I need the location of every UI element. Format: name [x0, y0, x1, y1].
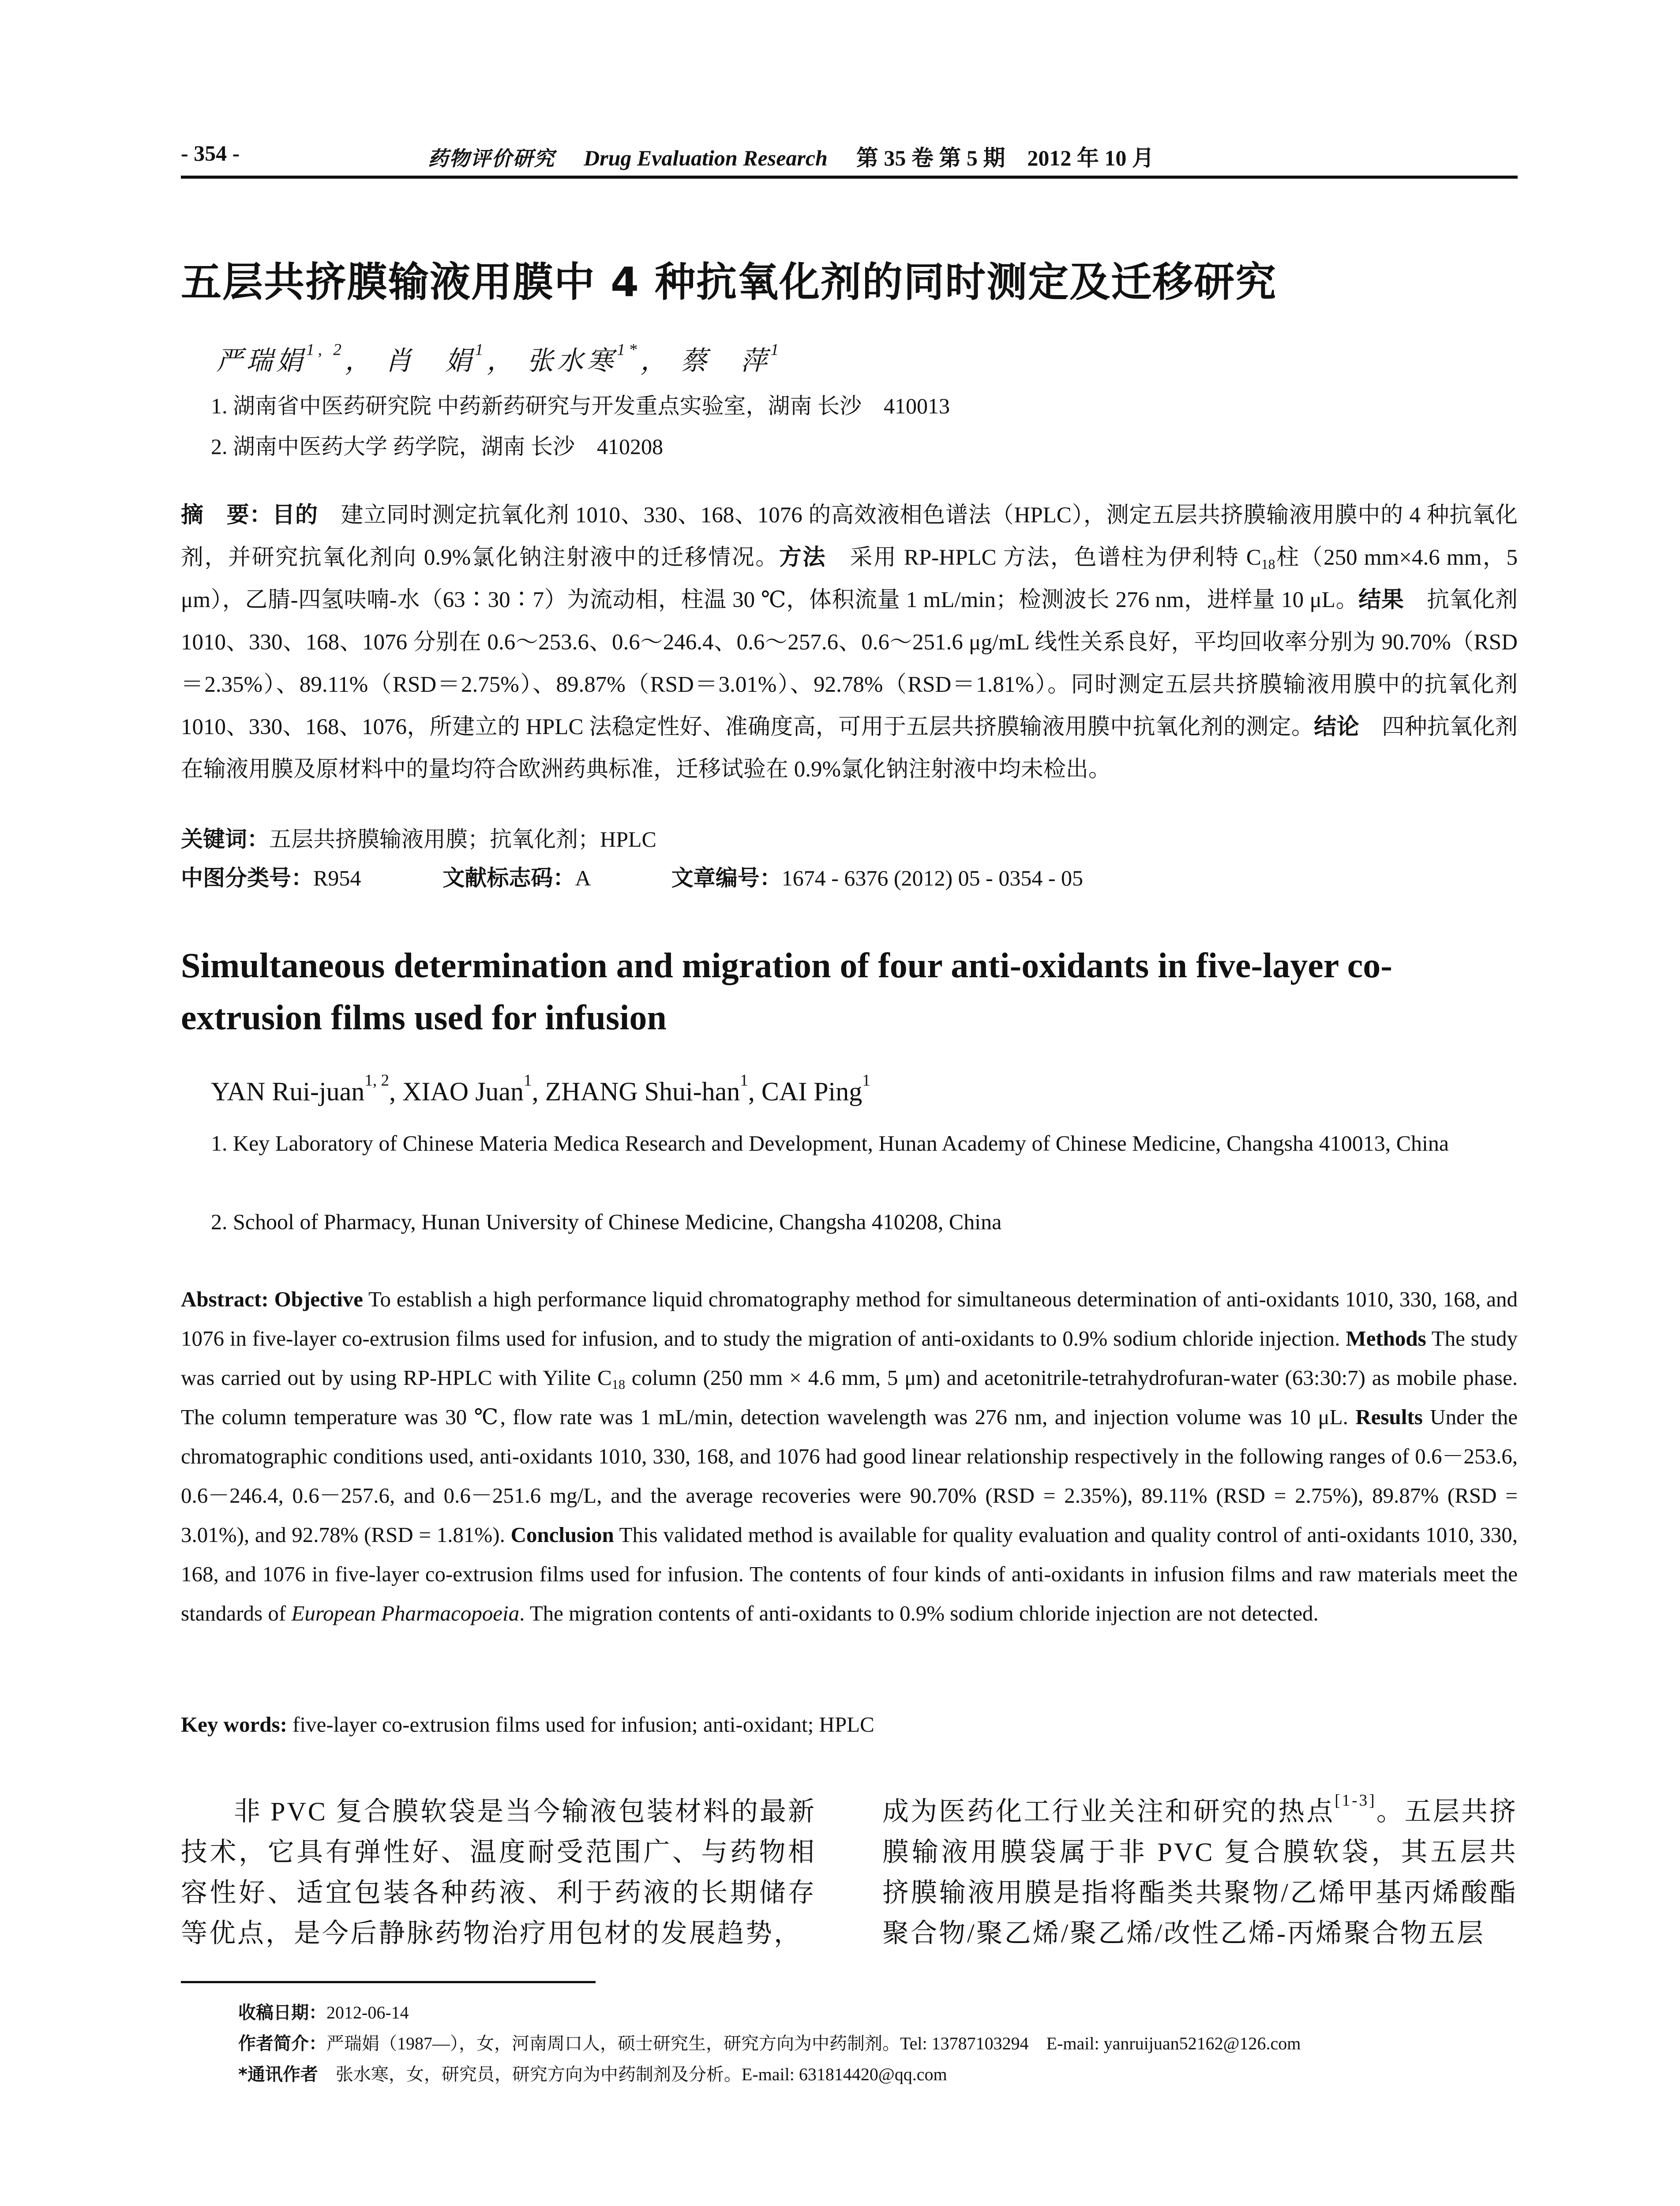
journal-running-head	[428, 140, 1154, 172]
en-keywords: Key words: five-layer co-extrusion films used for infusion; anti-oxidant; HPLC	[181, 1712, 874, 1737]
footnote-received: 收稿日期：2012-06-14	[238, 2003, 409, 2023]
clc-label: 中图分类号：	[181, 865, 313, 891]
doc-code-value: A	[575, 866, 590, 890]
en-affiliation-2: 2. School of Pharmacy, Hunan University of Chinese Medicine, Changsha 410208, China	[211, 1209, 1002, 1234]
cn-conclusion-text: 四种抗氧化剂在输液用膜及原材料中的量均符合欧洲药典标准，迁移试验在 0.9%氯化钠注射液中均未检出。	[181, 715, 1518, 782]
page-number: - 354 -	[181, 141, 240, 165]
cn-abstract: 摘 要：目的 建立同时测定抗氧化剂 1010、330、168、1076 的高效液相色谱法（HPLC），测定五层共挤膜输液用膜中的 4 种抗氧化剂，并研究抗氧化剂向 0.9%氯化钠注射液中的迁移情况。方法 采用 RP-HPLC 方法，色谱柱为伊利特 $C_{18}$柱（250 mm×4.6 mm，5 μm），乙腈-四氢呋喃-水（63∶30∶7）为流动相，柱温 30 ℃，体积流量 1 mL/min；检测波长 276 nm，进样量 10 μL。结果 抗氧化剂 1010、330、168、1076 分别在 0.6～253.6、0.6～246.4、0.6～257.6、0.6～251.6 μg/mL 线性关系良好，平均回收率分别为 90.70%（RSD＝2.35%）、89.11%（RSD＝2.75%）、89.87%（RSD＝3.01%）、92.78%（RSD＝1.81%）。同时测定五层共挤膜输液用膜中的抗氧化剂 1010、330、168、1076，所建立的 HPLC 法稳定性好、准确度高，可用于五层共挤膜输液用膜中抗氧化剂的测定。结论 四种抗氧化剂在输液用膜及原材料中的量均符合欧洲药典标准，迁移试验在 0.9%氯化钠注射液中均未检出。	[181, 502, 1518, 782]
cn-author: 肖 娟$^1$，	[385, 341, 517, 375]
cn-abstract-label: 摘 要：	[181, 502, 273, 528]
doc-code-label: 文献标志码：	[442, 865, 575, 891]
body-text-right: 成为医药化工行业关注和研究的热点	[882, 1797, 1335, 1826]
cn-author: 蔡 萍$^1$	[680, 341, 783, 375]
cn-conclusion-label: 结论	[1314, 714, 1359, 740]
journal-logo: 药物评价研究	[428, 146, 555, 170]
article-no-label: 文章编号：	[671, 865, 782, 891]
footnote-corresponding: *通讯作者 张水寒，女，研究员，研究方向为中药制剂及分析。E-mail: 631814420@qq.com	[238, 2064, 947, 2085]
body-text-left: 非 PVC 复合膜软袋是当今输液包装材料的最新技术，它具有弹性好、温度耐受范围广、与药物相容性好、适宜包装各种药液、利于药液的长期储存等优点，是今后静脉药物治疗用包材的发展趋势，	[181, 1797, 816, 1948]
en-abstract-label: Abstract: Objective	[181, 1287, 363, 1311]
footnote-rule	[181, 1981, 596, 1983]
en-conclusion-text: This validated method is available for quality evaluation and quality control of anti-oxidants 1010, 330, 168, and 1076 in five-layer co-extrusion films used for infusion. The contents of four kinds of anti-oxidants in infusion films and raw materials meet the standards of	[181, 1523, 1518, 1625]
en-authors	[211, 1071, 870, 1107]
article-no-value: 1674 - 6376 (2012) 05 - 0354 - 05	[781, 866, 1083, 890]
en-abstract: Abstract: Objective To establish a high performance liquid chromatography method for simultaneous determination of anti-oxidants 1010, 330, 168, and 1076 in five-layer co-extrusion films used for infusion, and to study the migration of anti-oxidants to 0.9% sodium chloride injection. Methods The study was carried out by using RP-HPLC with Yilite $C_{18}$ column (250 mm × 4.6 mm, 5 μm) and acetonitrile-tetrahydrofuran-water (63:30:7) as mobile phase. The column temperature was 30 ℃, flow rate was 1 mL/min, detection wavelength was 276 nm, and injection volume was 10 μL. Results Under the chromatographic conditions used, anti-oxidants 1010, 330, 168, and 1076 had good linear relationship respectively in the following ranges of 0.6－253.6, 0.6－246.4, 0.6－257.6, and 0.6－251.6 mg/L, and the average recoveries were 90.70% (RSD = 2.35%), 89.11% (RSD = 2.75%), 89.87% (RSD = 3.01%), and 92.78% (RSD = 1.81%). Conclusion This validated method is available for quality evaluation and quality control of anti-oxidants 1010, 330, 168, and 1076 in five-layer co-extrusion films used for infusion. The contents of four kinds of anti-oxidants in infusion films and raw materials meet the standards of European Pharmacopoeia. The migration contents of anti-oxidants to 0.9% sodium chloride injection are not detected.	[181, 1287, 1518, 1625]
body-column-left	[181, 1791, 816, 1954]
citation: [1-3]	[1335, 1791, 1376, 1810]
en-author: CAI Ping$^1$	[761, 1071, 870, 1106]
en-results-text: Under the chromatographic conditions used, anti-oxidants 1010, 330, 168, and 1076 had good linear relationship respectively in the following ranges of 0.6－253.6, 0.6－246.4, 0.6－257.6, and 0.6－251.6 mg/L, and the average recoveries were 90.70% (RSD = 2.35%), 89.11% (RSD = 2.75%), 89.87% (RSD = 3.01%), and 92.78% (RSD = 1.81%).	[181, 1405, 1518, 1547]
en-results-label: Results	[1355, 1405, 1423, 1429]
cn-objective-text: 建立同时测定抗氧化剂 1010、330、168、1076 的高效液相色谱法（HPLC），测定五层共挤膜输液用膜中的 4 种抗氧化剂，并研究抗氧化剂向 0.9%氯化钠注射液中的迁移情况。	[181, 503, 1518, 570]
cn-affiliation-1: 1. 湖南省中医药研究院 中药新药研究与开发重点实验室，湖南 长沙 410013	[211, 394, 950, 418]
clc-value: R954	[313, 866, 361, 890]
header-rule	[181, 176, 1518, 179]
en-author: XIAO Juan$^1$,	[402, 1071, 545, 1106]
cn-results-label: 结果	[1358, 587, 1404, 613]
cn-methods-label: 方法	[779, 544, 826, 570]
en-affiliation-1: 1. Key Laboratory of Chinese Materia Medica Research and Development, Hunan Academy of Chinese Medicine, Changsha 410013, China	[211, 1131, 1449, 1156]
journal-issue: 第 35 卷 第 5 期 2012 年 10 月	[856, 146, 1154, 170]
en-objective-text: To establish a high performance liquid chromatography method for simultaneous determination of anti-oxidants 1010, 330, 168, and 1076 in five-layer co-extrusion films used for infusion, and to study the migration of anti-oxidants to 0.9% sodium chloride injection.	[181, 1287, 1518, 1351]
cn-methods-text: 采用 RP-HPLC 方法，色谱柱为伊利特 C	[826, 545, 1261, 570]
cn-classification	[181, 860, 1083, 892]
en-author: YAN Rui-juan$^{1, 2}$,	[211, 1071, 403, 1106]
en-author: ZHANG Shui-han$^1$,	[545, 1071, 761, 1106]
en-methods-label: Methods	[1346, 1326, 1426, 1351]
cn-authors	[216, 340, 782, 378]
cn-affiliation-2: 2. 湖南中医药大学 药学院，湖南 长沙 410208	[211, 434, 663, 459]
cn-objective-label: 目的	[272, 502, 318, 528]
journal-name-en: Drug Evaluation Research	[584, 146, 828, 170]
body-column-right: 成为医药化工行业关注和研究的热点[1-3]。五层共挤膜输液用膜袋属于非 PVC 复合膜软袋，其五层共挤膜输液用膜是指将酯类共聚物/乙烯甲基丙烯酸酯聚合物/聚乙烯/聚乙烯/改性乙烯-丙烯聚合物五层	[882, 1791, 1518, 1948]
page-header	[181, 140, 1518, 176]
cn-results-text: 抗氧化剂 1010、330、168、1076 分别在 0.6～253.6、0.6～246.4、0.6～257.6、0.6～251.6 μg/mL 线性关系良好，平均回收率分别为 90.70%（RSD＝2.35%）、89.11%（RSD＝2.75%）、89.87%（RSD＝3.01%）、92.78%（RSD＝1.81%）。同时测定五层共挤膜输液用膜中的抗氧化剂 1010、330、168、1076，所建立的 HPLC 法稳定性好、准确度高，可用于五层共挤膜输液用膜中抗氧化剂的测定。	[181, 588, 1518, 739]
cn-title: 五层共挤膜输液用膜中 4 种抗氧化剂的同时测定及迁移研究	[181, 259, 1277, 306]
cn-keywords: 关键词：五层共挤膜输液用膜；抗氧化剂；HPLC	[181, 826, 656, 852]
cn-author: 张水寒$^{1*}$，	[527, 341, 671, 375]
en-methods-text: The study was carried out by using RP-HPLC with Yilite C	[181, 1326, 1518, 1390]
en-title: Simultaneous determination and migration of four anti-oxidants in five-layer co-extrusion films used for infusion	[181, 946, 1392, 1037]
footnote-author: 作者简介：严瑞娟（1987—），女，河南周口人，硕士研究生，研究方向为中药制剂。Tel: 13787103294 E-mail: yanruijuan52162@126.com	[238, 2033, 1301, 2054]
cn-author: 严瑞娟$^{1, 2}$，	[216, 341, 375, 375]
en-conclusion-label: Conclusion	[510, 1523, 614, 1547]
